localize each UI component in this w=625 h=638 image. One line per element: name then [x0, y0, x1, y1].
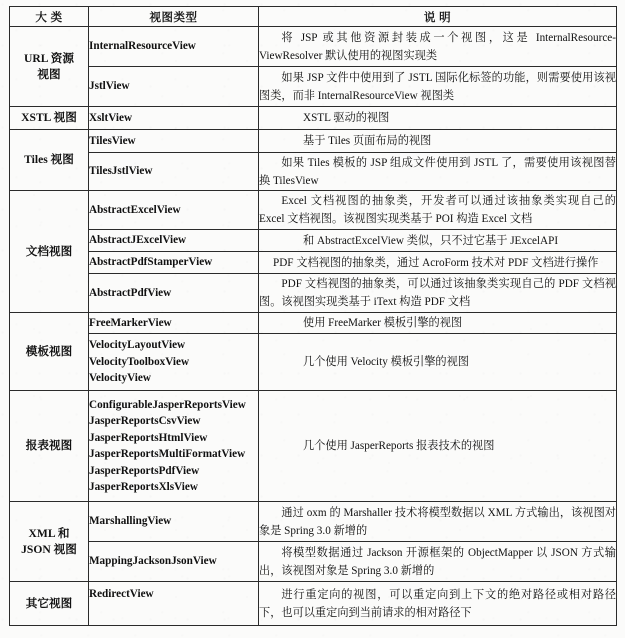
table-row — [10, 191, 617, 230]
view-type-cell-internalresourceview — [89, 27, 259, 67]
category-cell-tiles — [10, 130, 89, 191]
view-type-cell-redirectview — [89, 582, 259, 626]
table-row — [10, 582, 617, 626]
view-type-cell-abstractjexcelview — [89, 230, 259, 252]
view-type-label: MarshallingView — [89, 515, 172, 528]
category-label: 模板视图 — [25, 344, 73, 358]
view-type-label: JasperReportsHtmlView — [89, 431, 208, 444]
column-header-view-type-label: 视图类型 — [149, 11, 198, 24]
table-row — [10, 542, 617, 582]
column-header-description-label: 说 明 — [423, 11, 452, 24]
category-cell-template — [10, 313, 89, 391]
table-header — [10, 7, 617, 27]
description-cell-tilesview — [259, 130, 617, 153]
description-cell-internalresourceview — [259, 27, 617, 67]
description-text: 几个使用 JasperReports 报表技术的视图 — [303, 440, 495, 452]
description-text: PDF 文档视图的抽象类，通过 AcroForm 技术对 PDF 文档进行操作 — [273, 256, 599, 269]
description-cell-xsltview — [259, 107, 617, 130]
description-text: 如果 Tiles 模板的 JSP 组成文件使用到 JSTL 了，需要使用该视图替换 TilesView — [259, 156, 616, 187]
category-cell-document — [10, 191, 89, 313]
column-header-category-label: 大 类 — [35, 11, 63, 24]
description-cell-abstractexcelview — [259, 191, 617, 230]
description-cell-abstractpdfview — [259, 274, 617, 313]
table-row — [10, 130, 617, 153]
category-cell-xstl — [10, 107, 89, 130]
description-cell-jstlview — [259, 67, 617, 107]
view-type-label: RedirectView — [89, 588, 154, 600]
view-type-label: JasperReportsCsvView — [89, 415, 201, 427]
description-cell-freemarkerview — [259, 313, 617, 334]
description-text: 使用 FreeMarker 模板引擎的视图 — [303, 317, 463, 329]
category-label-line-1: XML 和 — [28, 526, 70, 540]
table-row — [10, 230, 617, 252]
description-text: 通过 oxm 的 Marshaller 技术将模型数据以 XML 方式输出，该视图对象是 Spring 3.0 新增的 — [259, 506, 616, 537]
description-cell-mappingjacksonjsonview — [259, 542, 617, 582]
category-cell-url — [10, 27, 89, 107]
view-type-label: MappingJacksonJsonView — [89, 555, 217, 568]
view-type-label: TilesJstlView — [89, 165, 153, 178]
view-type-label: VelocityToolboxView — [89, 355, 190, 368]
category-label-line-2: 视图 — [37, 67, 61, 81]
view-type-cell-xsltview — [89, 107, 259, 130]
table-row — [10, 67, 617, 107]
view-type-label: JstlView — [89, 80, 130, 93]
view-type-label: VelocityLayoutView — [89, 339, 186, 352]
view-type-cell-tilesview — [89, 130, 259, 153]
view-type-label: AbstractExcelView — [89, 203, 181, 216]
description-text: 将 JSP 或其他资源封装成一个视图，这是 InternalResource-ViewResolver 默认使用的视图实现类 — [259, 31, 616, 62]
category-label: 报表视图 — [25, 439, 73, 452]
view-type-cell-jstlview — [89, 67, 259, 107]
description-cell-tilesjstlview — [259, 153, 617, 191]
table-row — [10, 391, 617, 502]
description-cell-abstractpdfstamperview — [259, 252, 617, 274]
table-row — [10, 313, 617, 334]
description-text: 几个使用 Velocity 模板引擎的视图 — [303, 356, 469, 368]
view-type-label: AbstractJExcelView — [89, 234, 187, 247]
table-row — [10, 274, 617, 313]
column-header-category — [10, 7, 89, 27]
description-cell-marshallingview — [259, 502, 617, 542]
description-text: 进行重定向的视图，可以重定向到上下文的绝对路径或相对路径下，也可以重定向到当前请求的相对路径下 — [259, 588, 616, 619]
description-text: 基于 Tiles 页面布局的视图 — [303, 135, 432, 147]
view-type-label: VelocityView — [89, 372, 151, 385]
category-label-line-1: URL 资源 — [24, 51, 74, 65]
category-cell-xml-json — [10, 502, 89, 582]
description-text: 将模型数据通过 Jackson 开源框架的 ObjectMapper 以 JSON 方式输出，该视图对象是 Spring 3.0 新增的 — [259, 546, 616, 577]
view-type-cell-velocity-group — [89, 334, 259, 391]
view-type-label: InternalResourceView — [89, 40, 196, 53]
view-type-label: JasperReportsXlsView — [89, 481, 198, 493]
view-type-cell-marshallingview — [89, 502, 259, 542]
view-type-label: FreeMarkerView — [89, 316, 172, 329]
table-row — [10, 334, 617, 391]
description-cell-redirectview — [259, 582, 617, 626]
view-type-label: TilesView — [89, 134, 136, 147]
view-type-label: ConfigurableJasperReportsView — [89, 398, 246, 411]
description-text: PDF 文档视图的抽象类，可以通过该抽象类实现自己的 PDF 文档视图。该视图实现类基于 iText 构造 PDF 文档 — [259, 278, 616, 308]
view-type-cell-abstractpdfview — [89, 274, 259, 313]
category-label: 其它视图 — [25, 596, 73, 610]
description-cell-jasperreports-group — [259, 391, 617, 502]
description-text: 和 AbstractExcelView 类似，只不过它基于 JExcelAPI — [303, 234, 559, 247]
description-text: Excel 文档视图的抽象类，开发者可以通过该抽象类实现自己的 Excel 文档视图。该视图实现类基于 POI 构造 Excel 文档 — [259, 195, 616, 225]
table-body — [10, 27, 617, 626]
view-type-cell-abstractpdfstamperview — [89, 252, 259, 274]
table-row — [10, 153, 617, 191]
view-type-cell-abstractexcelview — [89, 191, 259, 230]
category-label-line-2: JSON 视图 — [21, 542, 77, 556]
description-text: 如果 JSP 文件中使用到了 JSTL 国际化标签的功能，则需要使用该视图类，而非 InternalResourceView 视图类 — [259, 71, 616, 102]
view-type-cell-freemarkerview — [89, 313, 259, 334]
table-row — [10, 252, 617, 274]
view-type-label: AbstractPdfView — [89, 286, 172, 299]
table-row — [10, 27, 617, 67]
view-type-cell-tilesjstlview — [89, 153, 259, 191]
column-header-view-type — [89, 7, 259, 27]
category-cell-report — [10, 391, 89, 502]
view-type-cell-jasperreports-group — [89, 391, 259, 502]
category-cell-other — [10, 582, 89, 626]
view-type-cell-mappingjacksonjsonview — [89, 542, 259, 582]
table-row — [10, 502, 617, 542]
description-cell-velocity-group — [259, 334, 617, 391]
table-row — [10, 107, 617, 130]
view-type-label: JasperReportsMultiFormatView — [89, 448, 246, 460]
column-header-description — [259, 7, 617, 27]
view-type-label: JasperReportsPdfView — [89, 464, 200, 477]
spring-view-types-table — [9, 6, 617, 626]
table-header-row — [10, 7, 617, 27]
description-cell-abstractjexcelview — [259, 230, 617, 252]
category-label: XSTL 视图 — [21, 111, 77, 124]
description-text: XSTL 驱动的视图 — [303, 112, 390, 124]
category-label: Tiles 视图 — [24, 153, 74, 166]
category-label: 文档视图 — [25, 244, 73, 258]
view-type-label: XsltView — [89, 111, 133, 124]
view-type-label: AbstractPdfStamperView — [89, 256, 213, 269]
